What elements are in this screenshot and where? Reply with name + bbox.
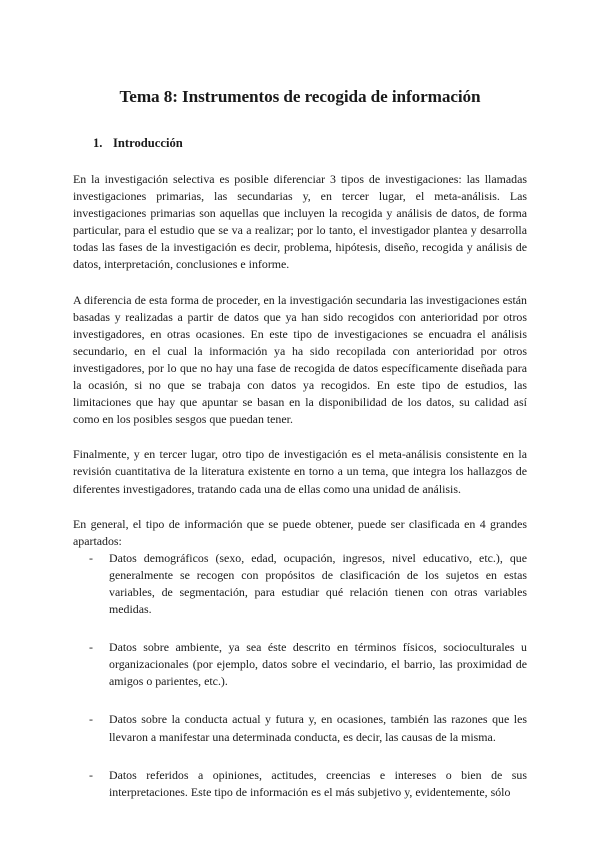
information-types-list bbox=[73, 550, 527, 801]
list-item-text: Datos sobre ambiente, ya sea éste descrito en términos físicos, socioculturales u organizacionales (por ejemplo, datos sobre el vecindario, el barrio, las proximidad de amigos o parientes, etc.). bbox=[109, 640, 527, 689]
list-item-text: Datos referidos a opiniones, actitudes, creencias e intereses o bien de sus interpretaciones. Este tipo de información es el más subjetivo y, evidentemente, sólo bbox=[109, 767, 527, 799]
list-item bbox=[73, 550, 527, 618]
section-title: Introducción bbox=[113, 136, 183, 150]
paragraph-intro: En la investigación selectiva es posible diferenciar 3 tipos de investigaciones: las llamadas investigaciones primarias, las secundarias y, en tercer lugar, el meta-análisis. Las investigaciones primarias son aquellas que incluyen la recogida y análisis de datos, de forma particular, para el estudio que se va a realizar; por lo tanto, el investigador plantea y desarrolla todas las fases de la investigación es decir, problema, hipótesis, diseño, recogida y análisis de datos, interpretación, conclusiones e informe. bbox=[73, 172, 527, 272]
list-dash: - bbox=[89, 767, 93, 782]
list-dash: - bbox=[89, 640, 93, 655]
paragraph-secondary: A diferencia de esta forma de proceder, en la investigación secundaria las investigaciones están basadas y realizadas a partir de datos que ya han sido recogidos con anterioridad por otros investigadores, en otras ocasiones. En este tipo de investigaciones se encuadra el análisis secundario, en el cual la información ya ha sido recopilada con anterioridad por otros investigadores, por lo que no hay una fase de recogida de datos específicamente diseñada para la ocasión, si no que se trabaja con datos ya recogidos. En este tipo de estudios, las limitaciones que hay que apuntar se basan en la disponibilidad de los datos, su calidad así como en los posibles sesgos que puedan tener. bbox=[73, 292, 527, 427]
page-title: Tema 8: Instrumentos de recogida de información bbox=[119, 87, 481, 106]
list-item-text: Datos demográficos (sexo, edad, ocupación, ingresos, nivel educativo, etc.), que generalmente se recogen con propósitos de clasificación de los sujetos en estas variables, de segmentación, para estudiar qué relación tienen con otras variables medidas. bbox=[109, 550, 527, 617]
section-number: 1. bbox=[93, 136, 103, 150]
list-dash: - bbox=[89, 712, 93, 727]
paragraph-meta-analysis: Finalmente, y en tercer lugar, otro tipo de investigación es el meta-análisis consistente en la revisión cuantitativa de la literatura existente en torno a un tema, que integra los hallazgos de diferentes investigadores, tratando cada una de ellas como una unidad de análisis. bbox=[73, 447, 527, 496]
list-dash: - bbox=[89, 550, 93, 565]
paragraph-classification: En general, el tipo de información que se puede obtener, puede ser clasificada en 4 grandes apartados: bbox=[73, 516, 527, 548]
list-item bbox=[73, 711, 527, 745]
list-item bbox=[73, 639, 527, 690]
list-item bbox=[73, 767, 527, 801]
section-heading bbox=[93, 135, 527, 151]
list-item-text: Datos sobre la conducta actual y futura y, en ocasiones, también las razones que les llevaron a manifestar una determinada conducta, es decir, las causas de la misma. bbox=[109, 712, 527, 744]
